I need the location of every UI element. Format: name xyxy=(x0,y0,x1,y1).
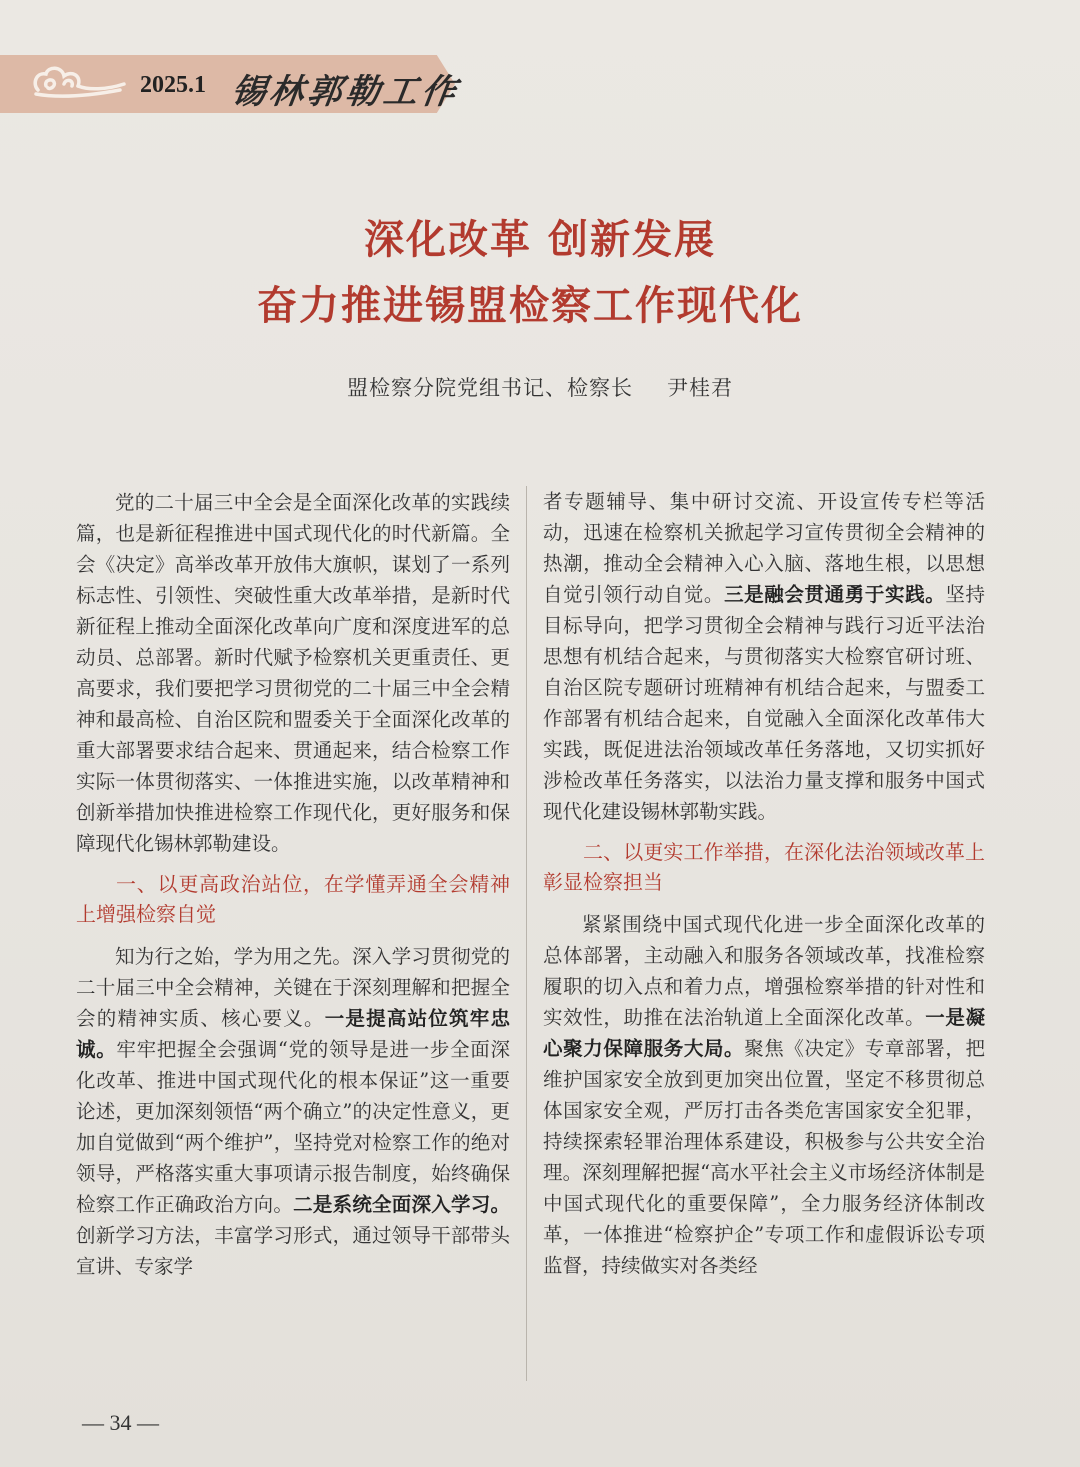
article-title-line-1: 深化改革 创新发展 xyxy=(364,217,716,263)
paragraph-text: 紧紧围绕中国式现代化进一步全面深化改革的总体部署，主动融入和服务各领域改革，找准检察履职的切入点和着力点，增强检察举措的针对性和实效性，助推在法治轨道上全面深化改革。 xyxy=(543,913,985,1029)
byline xyxy=(0,372,1080,402)
page-number: — 34 — xyxy=(82,1410,159,1435)
point-heading: 三是融会贯通勇于实践。 xyxy=(724,583,946,606)
auspicious-cloud-icon xyxy=(28,60,128,106)
right-column xyxy=(543,486,985,1281)
section-2-heading: 二、以更实工作举措，在深化法治领域改革上彰显检察担当 xyxy=(543,840,985,894)
paragraph-text: 者专题辅导、集中研讨交流、开设宣传专栏等活动，迅速在检察机关掀起学习宣传贯彻全会精神的热潮，推动全会精神入心入脑、落地生根，以思想自觉引领行动自觉。 xyxy=(543,490,985,606)
journal-name: 锡林郭勒工作 xyxy=(228,72,463,112)
point-heading: 一是提高站位筑牢忠诚。 xyxy=(76,1007,510,1061)
column-divider xyxy=(526,486,527,1381)
section-2-paragraph xyxy=(543,909,985,1281)
paragraph-text: 牢牢把握全会强调“党的领导是进一步全面深化改革、推进中国式现代化的根本保证”这一重要论述，更加深刻领悟“两个确立”的决定性意义，更加自觉做到“两个维护”，坚持党对检察工作的绝对领导，严格落实重大事项请示报告制度，始终确保检察工作正确政治方向。 xyxy=(76,1038,510,1216)
paragraph-text: 知为行之始，学为用之先。深入学习贯彻党的二十届三中全会精神，关键在于深刻理解和把握全会的精神实质、核心要义。 xyxy=(76,945,510,1030)
section-1-paragraph xyxy=(76,941,510,1282)
issue-date: 2025.1 xyxy=(140,72,206,98)
intro-paragraph: 党的二十届三中全会是全面深化改革的实践续篇，也是新征程推进中国式现代化的时代新篇。全会《决定》高举改革开放伟大旗帜，谋划了一系列标志性、引领性、突破性重大改革举措，是新时代新征程上推动全面深化改革向广度和深度进军的总动员、总部署。新时代赋予检察机关更重责任、更高要求，我们要把学习贯彻党的二十届三中全会精神和最高检、自治区院和盟委关于全面深化改革的重大部署要求结合起来、贯通起来，结合检察工作实际一体贯彻落实、一体推进实施，以改革精神和创新举措加快推进检察工作现代化，更好服务和保障现代化锡林郭勒建设。 xyxy=(76,491,510,855)
article-title-line-2: 奋力推进锡盟检察工作现代化 xyxy=(257,283,803,329)
left-column xyxy=(76,487,510,1282)
paragraph-text: 聚焦《决定》专章部署，把维护国家安全放到更加突出位置，坚定不移贯彻总体国家安全观，严厉打击各类危害国家安全犯罪，持续探索轻罪治理体系建设，积极参与公共安全治理。深刻理解把握“高水平社会主义市场经济体制是中国式现代化的重要保障”，全力服务经济体制改革，一体推进“检察护企”专项工作和虚假诉讼专项监督，持续做实对各类经 xyxy=(543,1037,985,1277)
section-1-heading: 一、以更高政治站位，在学懂弄通全会精神上增强检察自觉 xyxy=(76,872,510,926)
point-heading: 一是凝心聚力保障服务大局。 xyxy=(543,1006,985,1060)
paragraph-text: 坚持目标导向，把学习贯彻全会精神与践行习近平法治思想有机结合起来，与贯彻落实大检察官研讨班、自治区院专题研讨班精神有机结合起来，与盟委工作部署有机结合起来，自觉融入全面深化改革伟大实践，既促进法治领域改革任务落地，又切实抓好涉检改革任务落实，以法治力量支撑和服务中国式现代化建设锡林郭勒实践。 xyxy=(543,583,985,823)
byline-name: 尹桂君 xyxy=(667,376,733,400)
paragraph-text: 创新学习方法，丰富学习形式，通过领导干部带头宣讲、专家学 xyxy=(76,1224,510,1278)
byline-role: 盟检察分院党组书记、检察长 xyxy=(347,376,633,400)
point-heading: 二是系统全面深入学习。 xyxy=(293,1193,510,1216)
continued-paragraph xyxy=(543,486,985,827)
